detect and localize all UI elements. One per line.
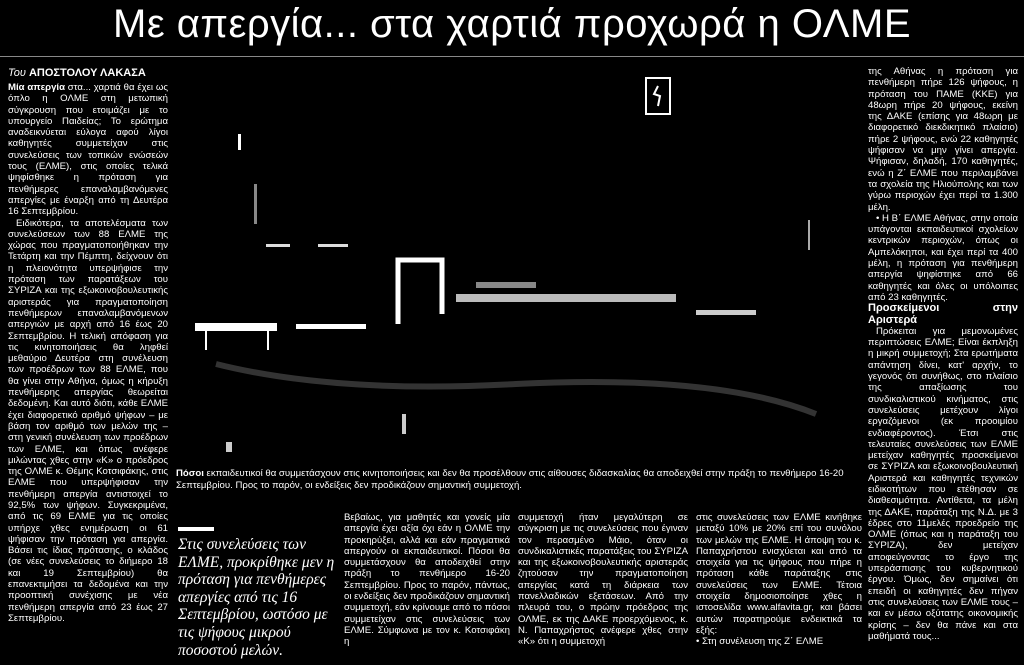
article-column-left [8, 82, 168, 624]
pull-quote: Στις συνελεύσεις των ΕΛΜΕ, προκρίθηκε μεν η πρόταση για πενθήμερες απεργίες από τις 16 Σεπτεμβρίου, ωστόσο με τις ψήφους μικρού ποσοστού μελών. [178, 536, 335, 659]
photo-image [176, 64, 860, 464]
pull-quote-bar [178, 527, 214, 531]
byline-prefix: Του [8, 67, 26, 79]
paragraph-right-1: της Αθήνας η πρόταση για πενθήμερη πήρε 126 ψήφους, η πρόταση του ΠΑΜΕ (ΚΚΕ) για 48ωρη πήρε 20 ψήφους, εκείνη της ΔΑΚΕ (επίσης για 48ωρη με διαφορετικό διεκδικητικό πλαίσιο) πήρε 2 ψήφους, ενώ 22 καθηγητές ψήφισαν να μην γίνει απεργία. Ψήφισαν, δηλαδή, 170 καθηγητές, ενώ η Ζ΄ ΕΛΜΕ που περιλαμβάνει τα σχολεία της Ηλιούπολης και των γύρω περιοχών έχει περί τα 1.300 μέλη. [868, 66, 1018, 213]
bullet-item: • Στη συνέλευση της Ζ΄ ΕΛΜΕ [696, 636, 824, 648]
subheading: Προσκείμενοι στην Αριστερά [868, 302, 1018, 326]
paragraph-b4: στις συνελεύσεις των ΕΛΜΕ κινήθηκε μεταξύ 10% με 20% επί του συνόλου των μελών της ΕΛΜΕ. Η άποψη του κ. Παπαχρήστου ενισχύεται και από τα στοιχεία για τις ψήφους που πήρε η πρόταση κάθε παράταξης στις συνελεύσεις των ΕΛΜΕ. Τέτοια στοιχεία δημοσιοποίησε χθες η ιστοσελίδα www.alfavita.gr, και βάσει αυτών παρατηρούμε ενδεικτικά τα εξής: [696, 512, 862, 636]
paragraph-right-3: Πρόκειται για μεμονωμένες περιπτώσεις ΕΛΜΕ; Είναι έκπληξη η μικρή συμμετοχή; Στα ερωτήματα απάντηση δίνει, κατ' αρχήν, το γεγονός ότι συνήθως, στο πλαίσιο της απαξίωσης του συνδικαλιστικού κινήματος, στις συνελεύσεις μετέχουν λίγοι εργαζόμενοι (εκ προοιμίου ενδιαφέροντος). Έτσι στις τελευταίες συνελεύσεις των ΕΛΜΕ μετείχαν καθηγητές προσκείμενοι σε ΣΥΡΙΖΑ και εξωκοινοβουλευτική Αριστερά και καθηγητές τεχνικών ειδικοτήτων που ετέθησαν σε διαθεσιμότητα. Αντίθετα, τα μέλη της ΔΑΚΕ, παράταξη της Ν.Δ. με 3 έδρες στο 11μελές προεδρείο της ΟΛΜΕ (όπως και η παράταξη του ΣΥΡΙΖΑ), δεν μετείχαν αποφεύγοντας το έργο της υπεράσπισης του κυβερνητικού έργου. Όμως, δεν σημαίνει ότι επειδή οι καθηγητές δεν πήγαν στις συνελεύσεις των ΕΛΜΕ τους – και εν μέσω οξύτατης οικονομικής κρίσης – δεν θα πάνε και στα μαθήματά τους... [868, 325, 1018, 642]
paragraph-right-2: • Η Β΄ ΕΛΜΕ Αθήνας, στην οποία υπάγονται εκπαιδευτικοί σχολείων κεντρικών περιοχών, όπως οι Αμπελόκηποι, και έχει περί τα 400 μέλη, η πρόταση για πενθήμερη απεργία ψηφίστηκε από 66 καθηγητές και όλες οι υπόλοιπες από 23 καθηγητές. [868, 212, 1018, 303]
article-column-bottom-3 [696, 512, 862, 648]
lead-in: Μία απεργία [8, 82, 65, 93]
caption-lead: Πόσοι [176, 468, 204, 479]
byline-author: ΑΠΟΣΤΟΛΟΥ ΛΑΚΑΣΑ [28, 67, 146, 79]
article-column-right [868, 66, 1018, 642]
article-column-bottom-2: συμμετοχή ήταν μεγαλύτερη σε σύγκριση με τις συνελεύσεις που έγιναν τον περασμένο Μάιο, όταν οι συνδικαλιστικές παρατάξεις του ΣΥΡΙΖΑ και της εξωκοινοβουλευτικής αριστεράς ζητούσαν την πραγματοποίηση απεργίας κατά τη διάρκεια των πανελλαδικών εξετάσεων. Από την πλευρά του, ο πρώην πρόεδρος της ΟΛΜΕ, εκ της ΔΑΚΕ προερχόμενος, κ. Ν. Παπαχρήστος ανέφερε χθες στην «Κ» ότι η συμμετοχή [518, 512, 688, 648]
photo [176, 64, 860, 464]
byline [8, 67, 146, 79]
intro-text: στα... χαρτιά θα έχει ως όπλο η ΟΛΜΕ στη μετωπική σύγκρουση που ετοιμάζει με το υπουργείο Παιδείας; Το ερώτημα αναδεικνύεται εύλογα αφού λίγοι καθηγητές συμμετείχαν στις συνελεύσεις των τοπικών ενώσεών τους (ΕΛΜΕ), στις οποίες τελικά ψηφίσθηκε η πρόταση για πενθήμερες επαναλαμβανόμενες απεργίες με έναρξη από τη Δευτέρα 16 Σεπτεμβρίου. [8, 82, 168, 218]
headline: Με απεργία... στα χαρτιά προχωρά η ΟΛΜΕ [113, 2, 911, 46]
article-column-bottom-1: Βεβαίως, για μαθητές και γονείς μία απεργία έχει αξία όχι εάν η ΟΛΜΕ την προκηρύξει, αλλά και εάν πραγματικά απεργούν οι εκπαιδευτικοί. Πόσοι θα συμμετάσχουν θα αποδειχθεί στην πράξη το πενθήμερο 16-20 Σεπτεμβρίου. Προς το παρόν, πάντως, οι ενδείξεις δεν προδικάζουν σημαντική συμμετοχή, εάν κρίνουμε από το πόσοι συμμετείχαν στις συνελεύσεις των ΕΛΜΕ. Σύμφωνα με τον κ. Κοτσιφάκη η [344, 512, 510, 648]
paragraph-results: Ειδικότερα, τα αποτελέσματα των συνελεύσεων των 88 ΕΛΜΕ της χώρας που πραγματοποιήθηκαν την Τετάρτη και την Πέμπτη, δείχνουν ότι η πλειονότητα υπερψήφισε την πρόταση των παρατάξεων του ΣΥΡΙΖΑ και της εξωκοινοβουλευτικής αριστεράς για πραγματοποίηση πενθήμερων επαναλαμβανόμενων απεργιών με αρχή από 16 έως 20 Σεπτεμβρίου. Η τελική απόφαση για τις κινητοποιήσεις θα ληφθεί μεθαύριο Δευτέρα στη συνέλευση των προέδρων των 88 ΕΛΜΕ, που θα γίνει στην Αθήνα, όμως η κήρυξη πενθήμερης απεργίας θεωρείται δεδομένη. Και αυτό διότι, κάθε ΕΛΜΕ έχει διαφορετικό αριθμό ψήφων – με βάση τον αριθμό των μελών της – στη γενική συνέλευση των προέδρων των ΕΛΜΕ, και όπως ανέφερε μιλώντας χθες στην «Κ» ο πρόεδρος της ΟΛΜΕ κ. Θέμης Κοτσιφάκης, στις ΕΛΜΕ που υπερψήφισαν την πενθήμερη απεργία αντιστοιχεί το 92,5% των ψήφων. Συγκεκριμένα, από τις 69 ΕΛΜΕ για τις οποίες υπήρχε χθες ενημέρωση οι 61 ψήφισαν την πρόταση για απεργία. Βάσει τις ίδιας πρότασης, ο κλάδος (σε νέες συνελεύσεις το διήμερο 18 και 19 Σεπτεμβρίου) θα επανεκτιμήσει τα δεδομένα και την προοπτική συνέχισης με νέα πενθήμερη απεργία από 23 έως 27 Σεπτεμβρίου. [8, 217, 168, 624]
headline-rule [0, 56, 1024, 57]
photo-caption [176, 468, 860, 492]
paragraph-intro [8, 82, 168, 218]
caption-text: εκπαιδευτικοί θα συμμετάσχουν στις κινητοποιήσεις και δεν θα προσέλθουν στις αίθουσες διδασκαλίας θα αποδειχθεί στην πράξη το πενθήμερο 16-20 Σεπτεμβρίου. Προς το παρόν, οι ενδείξεις δεν προδικάζουν σημαντική συμμετοχή. [176, 468, 844, 491]
